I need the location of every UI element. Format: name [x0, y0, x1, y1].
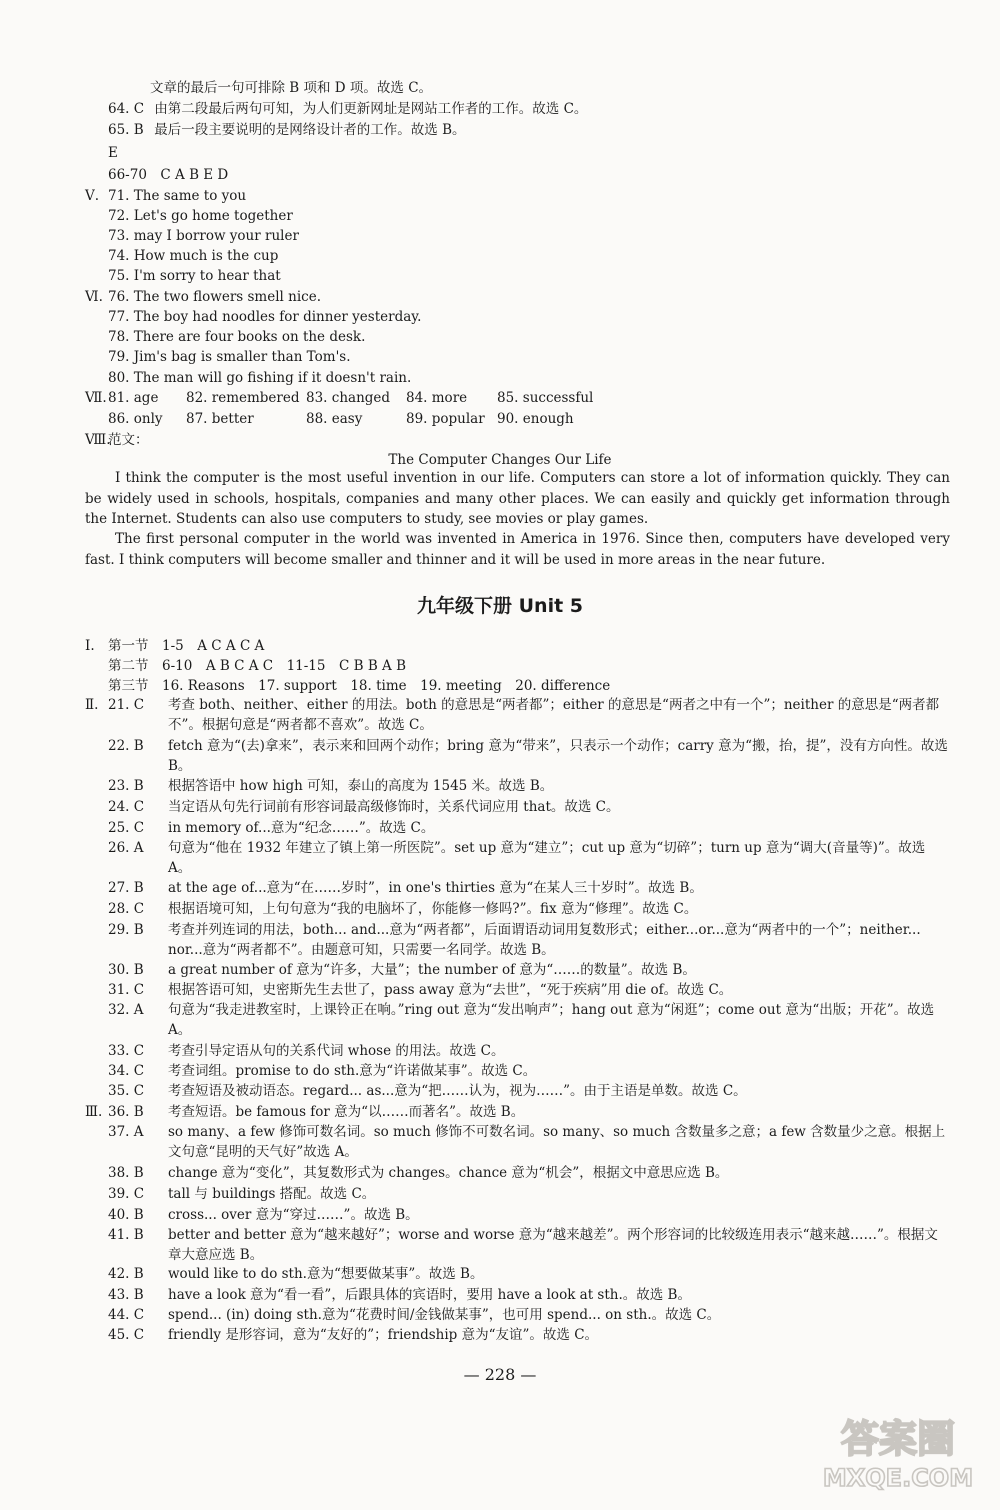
answer-number: 43. B — [108, 1287, 144, 1303]
answer-explanation: cross... over 意为“穿过……”。故选 B。 — [168, 1207, 419, 1223]
answer-explanation: would like to do sth.意为“想要做某事”。故选 B。 — [168, 1266, 484, 1282]
answer-75: 75. I'm sorry to hear that — [108, 268, 281, 284]
answer-37 — [108, 1122, 948, 1162]
answer-explanation: have a look 意为“看一看”，后跟具体的宾语时，要用 have a look at sth.。故选 B。 — [168, 1287, 691, 1303]
answer-73: 73. may I borrow your ruler — [108, 228, 299, 244]
answer-number: 24. C — [108, 799, 145, 815]
answer-43 — [108, 1285, 691, 1305]
essay-paragraph-1: I think the computer is the most useful invention in our life. Computers can store a lot of information quickly. They can be widely used in schools, hospitals, companies and many other places. We can easily and quickly get information through the Internet. Students can also use computers to study, see movies or play games. — [85, 470, 950, 527]
answer-83: 83. changed — [306, 390, 391, 406]
unit-title: 九年级下册 Unit 5 — [417, 595, 583, 617]
answer-number: 38. B — [108, 1165, 144, 1181]
answer-number: 39. C — [108, 1186, 145, 1202]
answer-81: 81. age — [108, 390, 159, 406]
section-vi-roman: Ⅵ. — [85, 289, 103, 305]
answer-79: 79. Jim's bag is smaller than Tom's. — [108, 349, 351, 365]
answer-number: 45. C — [108, 1327, 145, 1343]
answer-explanation: in memory of...意为“纪念……”。故选 C。 — [168, 820, 435, 836]
answer-explanation: 最后一段主要说明的是网络设计者的工作。故选 B。 — [154, 122, 466, 138]
answer-40 — [108, 1205, 419, 1225]
answer-80: 80. The man will go fishing if it doesn't rain. — [108, 370, 412, 386]
answer-32 — [108, 1000, 948, 1040]
answer-33 — [108, 1041, 505, 1061]
answer-21 — [108, 695, 948, 735]
answer-74: 74. How much is the cup — [108, 248, 279, 264]
answer-82: 82. remembered — [186, 390, 300, 406]
answer-85: 85. successful — [497, 390, 594, 406]
answer-number: 21. C — [108, 697, 145, 713]
answer-number: 34. C — [108, 1063, 145, 1079]
answer-explanation: better and better 意为“越来越好”；worse and worse 意为“越来越差”。两个形容词的比较级连用表示“越来越……”。根据文章大意应选 B。 — [168, 1227, 938, 1263]
answer-86: 86. only — [108, 411, 163, 427]
answer-number: 40. B — [108, 1207, 144, 1223]
watermark-top-text: 答案圈 — [840, 1417, 956, 1461]
answer-explanation: 由第二段最后两句可知，为人们更新网址是网站工作者的工作。故选 C。 — [154, 101, 588, 117]
answer-34 — [108, 1061, 536, 1081]
answer-explanation: 句意为“我走进教室时，上课铃正在响。”ring out 意为“发出响声”；hang out 意为“闲逛”；come out 意为“出版；开花”。故选 A。 — [168, 1002, 935, 1038]
answer-number: 42. B — [108, 1266, 144, 1282]
answer-44 — [108, 1305, 720, 1325]
answer-explanation: tall 与 buildings 搭配。故选 C。 — [168, 1186, 376, 1202]
answer-number: 33. C — [108, 1043, 145, 1059]
answer-number: 23. B — [108, 778, 144, 794]
answer-27 — [108, 878, 703, 898]
answer-number: 44. C — [108, 1307, 145, 1323]
answer-explanation: a great number of 意为“许多，大量”；the number of 意为“……的数量”。故选 B。 — [168, 962, 696, 978]
answer-number: 64. C — [108, 101, 145, 117]
section-vii-roman: Ⅶ. — [85, 390, 107, 406]
answer-42 — [108, 1264, 483, 1284]
answer-65 — [108, 120, 466, 140]
answer-72: 72. Let's go home together — [108, 208, 293, 224]
answer-explanation: 根据答语可知，史密斯先生去世了，pass away 意为“去世”，“死于疾病”用 die of。故选 C。 — [168, 982, 733, 998]
answer-explanation: 考查并列连词的用法，both... and...意为“两者都”，后面谓语动词用复数形式；either...or...意为“两者中的一个”；neither... nor...意为“两者都不”。由题意可知，只需要一名同学。故选 B。 — [168, 922, 921, 958]
answer-29 — [108, 920, 948, 960]
answer-number: 29. B — [108, 922, 144, 938]
answer-25 — [108, 818, 434, 838]
section-viii-roman: Ⅷ. — [85, 432, 111, 448]
answer-39 — [108, 1184, 375, 1204]
line-64-continuation: 文章的最后一句可排除 B 项和 D 项。故选 C。 — [150, 80, 433, 96]
answer-41 — [108, 1225, 948, 1265]
part-e-label: E — [108, 145, 118, 161]
answer-87: 87. better — [186, 411, 254, 427]
answer-77: 77. The boy had noodles for dinner yesterday. — [108, 309, 422, 325]
answer-explanation: change 意为“变化”，其复数形式为 changes。chance 意为“机会”，根据文中意思应选 B。 — [168, 1165, 729, 1181]
answer-26 — [108, 838, 948, 878]
answer-explanation: fetch 意为“(去)拿来”，表示来和回两个动作；bring 意为“带来”，只表示一个动作；carry 意为“搬，抬，提”，没有方向性。故选 B。 — [168, 738, 948, 774]
answer-36 — [108, 1102, 524, 1122]
section-i-part-3: 第三节 16. Reasons 17. support 18. time 19. meeting 20. difference — [108, 678, 611, 694]
section-i-roman: Ⅰ. — [85, 638, 95, 654]
answer-explanation: 根据答语中 how high 可知，泰山的高度为 1545 米。故选 B。 — [168, 778, 554, 794]
answers-66-70: 66-70 C A B E D — [108, 167, 229, 183]
answer-31 — [108, 980, 732, 1000]
answer-89: 89. popular — [406, 411, 485, 427]
answer-explanation: 考查短语。be famous for 意为“以……而著名”。故选 B。 — [168, 1104, 525, 1120]
answer-number: 32. A — [108, 1002, 144, 1018]
answer-explanation: friendly 是形容词，意为“友好的”；friendship 意为“友谊”。故选 C。 — [168, 1327, 599, 1343]
section-v-roman: Ⅴ. — [85, 188, 100, 204]
answer-explanation: so many、a few 修饰可数名词。so much 修饰不可数名词。so many、so much 含数量多之意；a few 含数量少之意。根据上文句意“昆明的天气好”故选 A。 — [168, 1124, 946, 1160]
answer-64 — [108, 99, 587, 119]
answer-explanation: 考查短语及被动语态。regard... as...意为“把……认为，视为……”。由于主语是单数。故选 C。 — [168, 1083, 747, 1099]
answer-number: 31. C — [108, 982, 145, 998]
answer-number: 35. C — [108, 1083, 145, 1099]
watermark-bottom-text: MXQE.COM — [822, 1464, 974, 1492]
answer-38 — [108, 1163, 728, 1183]
answer-explanation: 当定语从句先行词前有形容词最高级修饰时，关系代词应用 that。故选 C。 — [168, 799, 620, 815]
answer-number: 36. B — [108, 1104, 144, 1120]
answer-number: 41. B — [108, 1227, 144, 1243]
section-i-part-1: 第一节 1-5 A C A C A — [108, 638, 265, 654]
answer-number: 28. C — [108, 901, 145, 917]
answer-explanation: 考查引导定语从句的关系代词 whose 的用法。故选 C。 — [168, 1043, 505, 1059]
sample-essay-label: 范文： — [108, 432, 149, 448]
answer-76: 76. The two flowers smell nice. — [108, 289, 321, 305]
section-ii-roman: Ⅱ. — [85, 697, 99, 713]
answer-number: 65. B — [108, 122, 144, 138]
answer-45 — [108, 1325, 598, 1345]
answer-explanation: at the age of...意为“在……岁时”，in one's thirties 意为“在某人三十岁时”。故选 B。 — [168, 880, 703, 896]
essay-title: The Computer Changes Our Life — [388, 452, 612, 468]
answer-88: 88. easy — [306, 411, 363, 427]
answer-number: 27. B — [108, 880, 144, 896]
answer-explanation: 句意为“他在 1932 年建立了镇上第一所医院”。set up 意为“建立”；cut up 意为“切碎”；turn up 意为“调大(音量等)”。故选 A。 — [168, 840, 926, 876]
answer-number: 26. A — [108, 840, 144, 856]
answer-24 — [108, 797, 620, 817]
answer-22 — [108, 736, 948, 776]
answer-number: 22. B — [108, 738, 144, 754]
watermark-graphic — [818, 1406, 978, 1496]
section-i-part-2: 第二节 6-10 A B C A C 11-15 C B B A B — [108, 658, 406, 674]
answer-35 — [108, 1081, 747, 1101]
answer-28 — [108, 899, 697, 919]
answer-number: 37. A — [108, 1124, 144, 1140]
watermark-logo — [818, 1406, 978, 1496]
answer-30 — [108, 960, 696, 980]
answer-78: 78. There are four books on the desk. — [108, 329, 366, 345]
answer-number: 25. C — [108, 820, 145, 836]
answer-explanation: spend... (in) doing sth.意为“花费时间/金钱做某事”，也可用 spend... on sth.。故选 C。 — [168, 1307, 721, 1323]
answer-explanation: 考查 both、neither、either 的用法。both 的意思是“两者都”；either 的意思是“两者之中有一个”；neither 的意思是“两者都不”。根据句意是“两者都不喜欢”。故选 C。 — [168, 697, 940, 733]
answer-90: 90. enough — [497, 411, 574, 427]
answer-explanation: 根据语境可知，上句句意为“我的电脑坏了，你能修一修吗?”。fix 意为“修理”。故选 C。 — [168, 901, 698, 917]
page-number: — 228 — — [463, 1365, 537, 1384]
answer-explanation: 考查词组。promise to do sth.意为“许诺做某事”。故选 C。 — [168, 1063, 537, 1079]
answer-number: 30. B — [108, 962, 144, 978]
answer-84: 84. more — [406, 390, 468, 406]
answer-71: 71. The same to you — [108, 188, 247, 204]
section-iii-roman: Ⅲ. — [85, 1104, 103, 1120]
answer-23 — [108, 776, 553, 796]
essay-paragraph-2: The first personal computer in the world was invented in America in 1976. Since then, computers have developed very fast. I think computers will become smaller and thinner and it will be used in more areas in the near future. — [85, 531, 950, 568]
